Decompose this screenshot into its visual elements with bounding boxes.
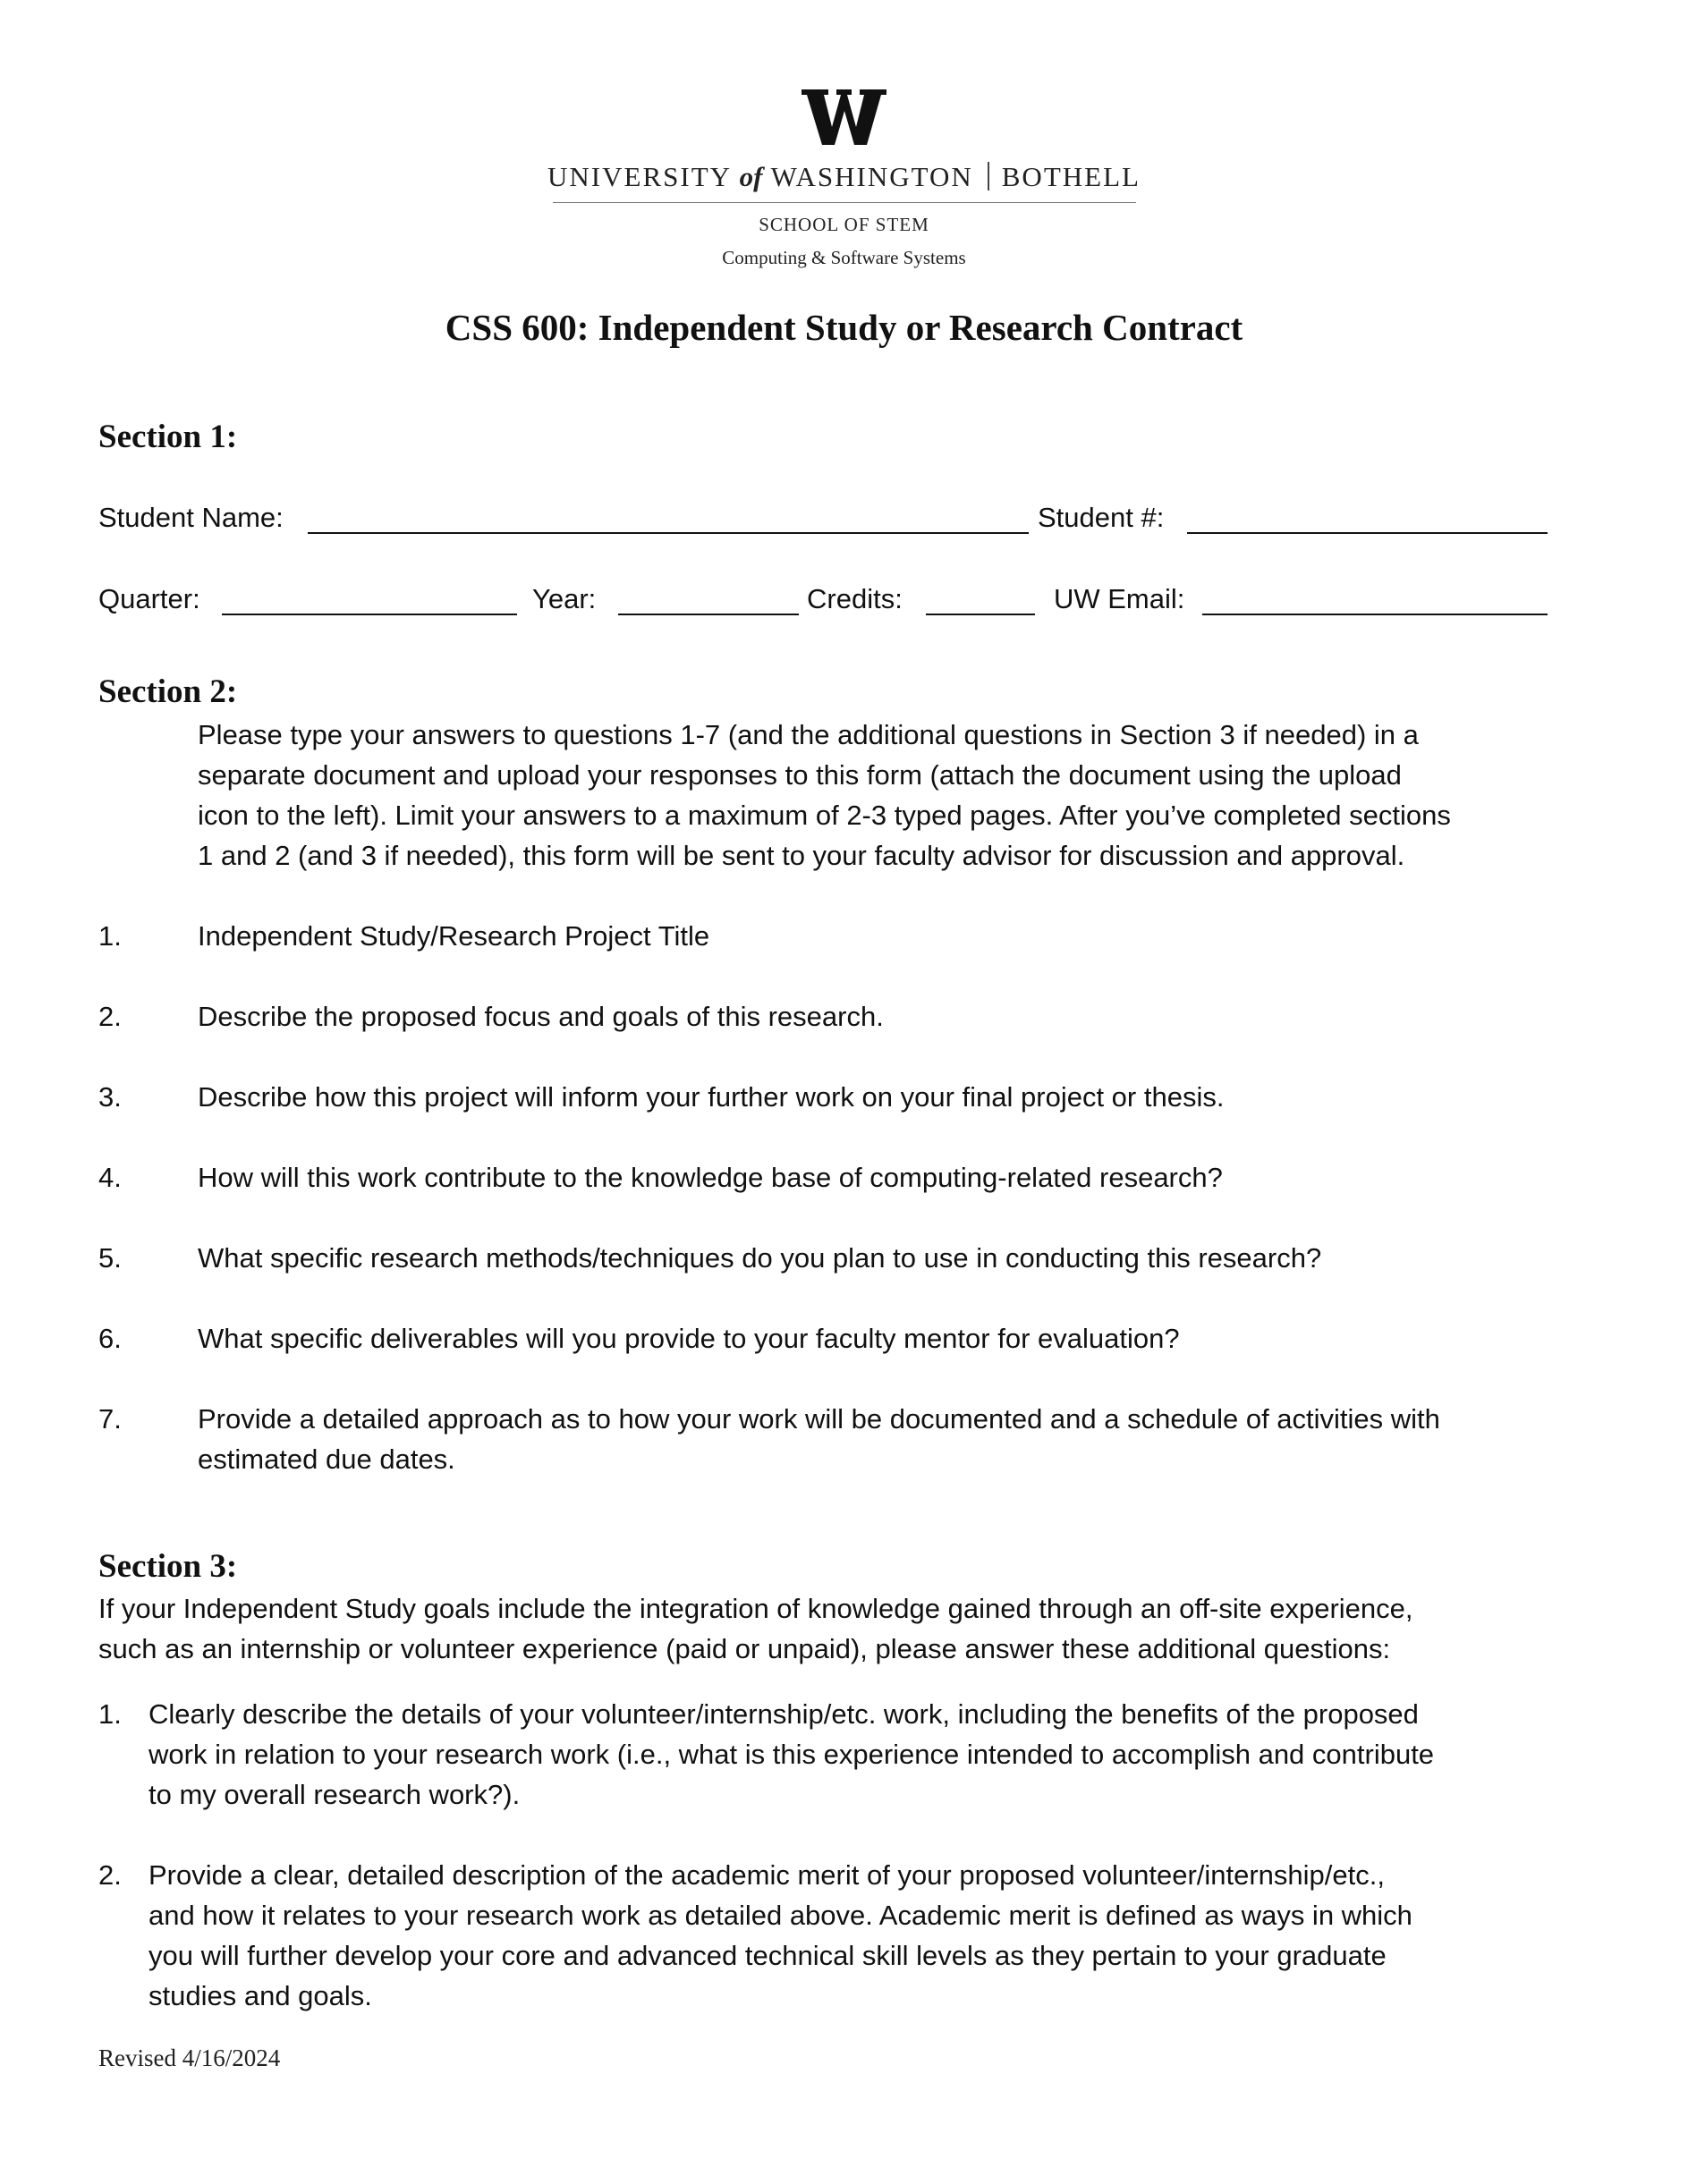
- student-name-field[interactable]: [98, 500, 1029, 536]
- question-text: Provide a clear, detailed description of the academic merit of your proposed volunteer/internship/etc.,: [148, 1859, 1385, 1891]
- question-number: 3.: [98, 1081, 122, 1113]
- section-1-heading: Section 1:: [98, 419, 238, 455]
- year-field[interactable]: [532, 581, 801, 617]
- university-post: WASHINGTON: [770, 161, 973, 192]
- question-number: 1.: [98, 1698, 122, 1730]
- uw-email-field[interactable]: [1054, 581, 1548, 617]
- question-text: Describe the proposed focus and goals of this research.: [198, 1001, 884, 1032]
- question-text: Describe how this project will inform your further work on your final project or thesis.: [198, 1081, 1225, 1113]
- question-text: What specific research methods/techniques do you plan to use in conducting this research?: [198, 1242, 1322, 1274]
- instruction-line: 1 and 2 (and 3 if needed), this form will be sent to your faculty advisor for discussion and approval.: [198, 840, 1405, 871]
- question-text: Clearly describe the details of your volunteer/internship/etc. work, including the benefits of the proposed: [148, 1698, 1419, 1730]
- section-2-instructions: [198, 715, 1602, 876]
- intro-line: such as an internship or volunteer experience (paid or unpaid), please answer these additional questions:: [98, 1633, 1391, 1664]
- department-name: Computing & Software Systems: [722, 247, 966, 268]
- instruction-line: icon to the left). Limit your answers to a maximum of 2-3 typed pages. After you’ve completed sections: [198, 800, 1451, 831]
- uw-bothell-logo: [0, 89, 1688, 269]
- quarter-line[interactable]: [222, 614, 517, 615]
- quarter-field[interactable]: [98, 581, 519, 617]
- question-text: estimated due dates.: [198, 1443, 455, 1475]
- student-name-line[interactable]: [308, 532, 1029, 534]
- student-number-line[interactable]: [1187, 532, 1548, 534]
- credits-line[interactable]: [926, 614, 1035, 615]
- question-number: 7.: [98, 1403, 122, 1435]
- question-number: 2.: [98, 1859, 122, 1891]
- uw-email-line[interactable]: [1202, 614, 1548, 615]
- section-3-intro: [98, 1588, 1610, 1669]
- university-pre: UNIVERSITY: [547, 161, 731, 192]
- revision-date: Revised 4/16/2024: [98, 2044, 281, 2071]
- document-title: CSS 600: Independent Study or Research Contract: [445, 307, 1243, 348]
- section-3-heading: Section 3:: [98, 1548, 238, 1585]
- question-text: you will further develop your core and advanced technical skill levels as they pertain to your graduate: [148, 1940, 1387, 1971]
- question-text: to my overall research work?).: [148, 1779, 521, 1810]
- question-text: What specific deliverables will you provide to your faculty mentor for evaluation?: [198, 1323, 1180, 1354]
- intro-line: If your Independent Study goals include the integration of knowledge gained through an off-site experience,: [98, 1593, 1413, 1624]
- logo-divider: [988, 162, 989, 190]
- question-text: and how it relates to your research work as detailed above. Academic merit is defined as ways in which: [148, 1900, 1412, 1931]
- question-text: Provide a detailed approach as to how your work will be documented and a schedule of activities with: [198, 1403, 1440, 1435]
- uw-w-logo-icon: [802, 89, 886, 145]
- credits-label: Credits:: [807, 583, 903, 614]
- section-2-heading: Section 2:: [98, 673, 238, 710]
- quarter-label: Quarter:: [98, 583, 200, 614]
- question-text: How will this work contribute to the knowledge base of computing-related research?: [198, 1162, 1223, 1193]
- question-number: 1.: [98, 920, 122, 952]
- school-name: SCHOOL OF STEM: [759, 214, 929, 235]
- logo-rule: [553, 202, 1136, 203]
- question-text: work in relation to your research work (i.e., what is this experience intended to accomplish and contribute: [148, 1739, 1435, 1770]
- university-name: [0, 161, 1688, 193]
- campus-name: BOTHELL: [1001, 161, 1141, 192]
- question-number: 6.: [98, 1323, 122, 1354]
- credits-field[interactable]: [807, 581, 1035, 617]
- university-of: of: [739, 161, 763, 192]
- uw-email-label: UW Email:: [1054, 583, 1185, 614]
- year-label: Year:: [532, 583, 597, 614]
- year-line[interactable]: [618, 614, 799, 615]
- question-number: 2.: [98, 1001, 122, 1032]
- student-name-label: Student Name:: [98, 502, 284, 533]
- question-text: Independent Study/Research Project Title: [198, 920, 710, 952]
- instruction-line: Please type your answers to questions 1-7 (and the additional questions in Section 3 if needed) in a: [198, 719, 1419, 750]
- question-number: 5.: [98, 1242, 122, 1274]
- student-number-label: Student #:: [1038, 502, 1165, 533]
- student-number-field[interactable]: [1038, 500, 1548, 536]
- instruction-line: separate document and upload your responses to this form (attach the document using the upload: [198, 759, 1402, 791]
- question-number: 4.: [98, 1162, 122, 1193]
- question-text: studies and goals.: [148, 1980, 372, 2011]
